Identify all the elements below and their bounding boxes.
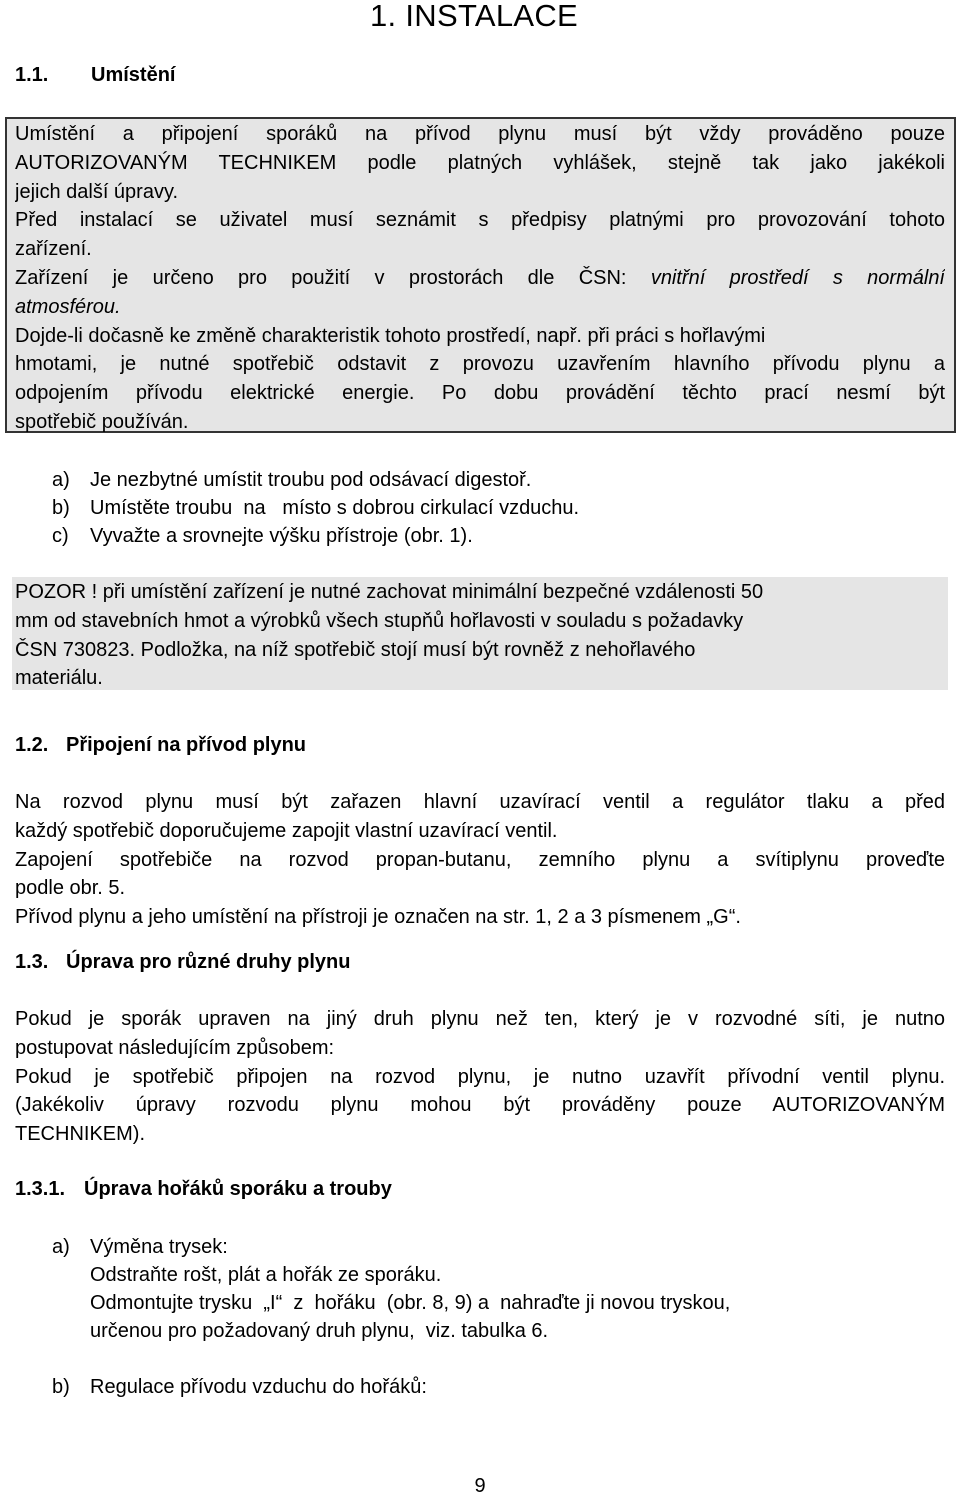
section-number: 1.3.1. (15, 1178, 66, 1200)
text-line: Pokud je sporák upraven na jiný druh plynu než ten, který je v rozvodné síti, je nutno (15, 1008, 945, 1030)
list-text: Regulace přívodu vzduchu do hořáků: (90, 1376, 427, 1398)
text-line: mm od stavebních hmot a výrobků všech stupňů hořlavosti v souladu s požadavky (15, 609, 744, 632)
list-text: Vyvažte a srovnejte výšku přístroje (obr. 1). (90, 525, 473, 547)
text-line: hmotami, je nutné spotřebič odstavit z provozu uzavřením hlavního přívodu plynu a (15, 353, 945, 376)
text-line: každý spotřebič doporučujeme zapojit vlastní uzavírací ventil. (15, 819, 558, 842)
text-line: ČSN 730823. Podložka, na níž spotřebič stojí musí být rovněž z nehořlavého (15, 638, 696, 661)
list-marker: b) (52, 497, 70, 519)
list-item (52, 494, 579, 522)
section-number: 1.2. (15, 734, 49, 756)
text-line: Dojde-li dočasně ke změně charakteristik tohoto prostředí, např. při práci s hořlavými (15, 324, 766, 347)
list-marker: a) (52, 1236, 70, 1258)
section-title: Úprava pro různé druhy plynu (66, 951, 351, 973)
section-title: Připojení na přívod plynu (66, 734, 307, 756)
list-item (52, 522, 473, 550)
list-item (52, 466, 531, 494)
text-line: podle obr. 5. (15, 877, 126, 900)
text-line: AUTORIZOVANÝM TECHNIKEM podle platných vyhlášek, stejně tak jako jakékoli (15, 151, 945, 174)
text-line: POZOR ! při umístění zařízení je nutné zachovat minimální bezpečné vzdálenosti 50 (15, 581, 764, 603)
text-line (15, 264, 945, 293)
list-text: Je nezbytné umístit troubu pod odsávací digestoř. (90, 469, 532, 491)
warning-text (15, 578, 945, 693)
section-1-2-text (15, 788, 945, 932)
text-line: atmosférou. (15, 295, 121, 318)
text-line: odpojením přívodu elektrické energie. Po dobu provádění těchto prací nesmí být (15, 382, 945, 405)
text-fragment: Zařízení je určeno pro použití v prostorách dle ČSN: (15, 266, 651, 289)
chapter-title: 1. INSTALACE (370, 0, 579, 33)
list-text: Umístěte troubu na místo s dobrou cirkulací vzduchu. (90, 497, 580, 519)
text-line: TECHNIKEM). (15, 1123, 145, 1146)
text-line: (Jakékoliv úpravy rozvodu plynu mohou být prováděny pouze AUTORIZOVANÝM (15, 1094, 945, 1117)
list-item (52, 1233, 228, 1261)
section-heading-1-1 (15, 64, 175, 87)
list-marker: b) (52, 1376, 70, 1398)
section-heading-1-2 (15, 734, 306, 757)
section-heading-1-3 (15, 951, 350, 974)
instruction-line: Odstraňte rošt, plát a hořák ze sporáku. (90, 1264, 442, 1286)
text-line: jejich další úpravy. (15, 180, 179, 203)
text-line: spotřebič používán. (15, 410, 189, 433)
list-item (52, 1373, 427, 1401)
section-title: Umístění (91, 64, 176, 86)
info-box-text (15, 120, 945, 437)
text-line: Zapojení spotřebiče na rozvod propan-butanu, zemního plynu a svítiplynu proveďte (15, 848, 945, 871)
section-1-3-text (15, 1005, 945, 1149)
text-line: postupovat následujícím způsobem: (15, 1036, 335, 1059)
section-number: 1.1. (15, 64, 49, 86)
list-marker: a) (52, 469, 70, 491)
italic-fragment: vnitřní prostředí s normální (650, 266, 945, 289)
text-line: Pokud je spotřebič připojen na rozvod plynu, je nutno uzavřít přívodní ventil plynu. (15, 1065, 945, 1088)
text-line: Přívod plynu a jeho umístění na přístroji je označen na str. 1, 2 a 3 písmenem „G“. (15, 906, 741, 929)
text-line: Umístění a připojení sporáků na přívod plynu musí být vždy prováděno pouze (15, 123, 945, 145)
list-marker: c) (52, 525, 69, 547)
instruction-line: Odmontujte trysku „I“ z hořáku (obr. 8, 9) a nahraďte ji novou tryskou, (90, 1292, 731, 1314)
text-line: Na rozvod plynu musí být zařazen hlavní uzavírací ventil a regulátor tlaku a před (15, 791, 945, 813)
page-number: 9 (474, 1475, 486, 1497)
text-line: materiálu. (15, 667, 103, 690)
section-title: Úprava hořáků sporáku a trouby (84, 1178, 392, 1200)
text-line: zařízení. (15, 238, 92, 261)
list-text: Výměna trysek: (90, 1236, 228, 1258)
text-line: Před instalací se uživatel musí seznámit s předpisy platnými pro provozování tohoto (15, 209, 945, 232)
instruction-line: určenou pro požadovaný druh plynu, viz. tabulka 6. (90, 1320, 549, 1342)
section-number: 1.3. (15, 951, 49, 973)
section-heading-1-3-1 (15, 1178, 392, 1201)
